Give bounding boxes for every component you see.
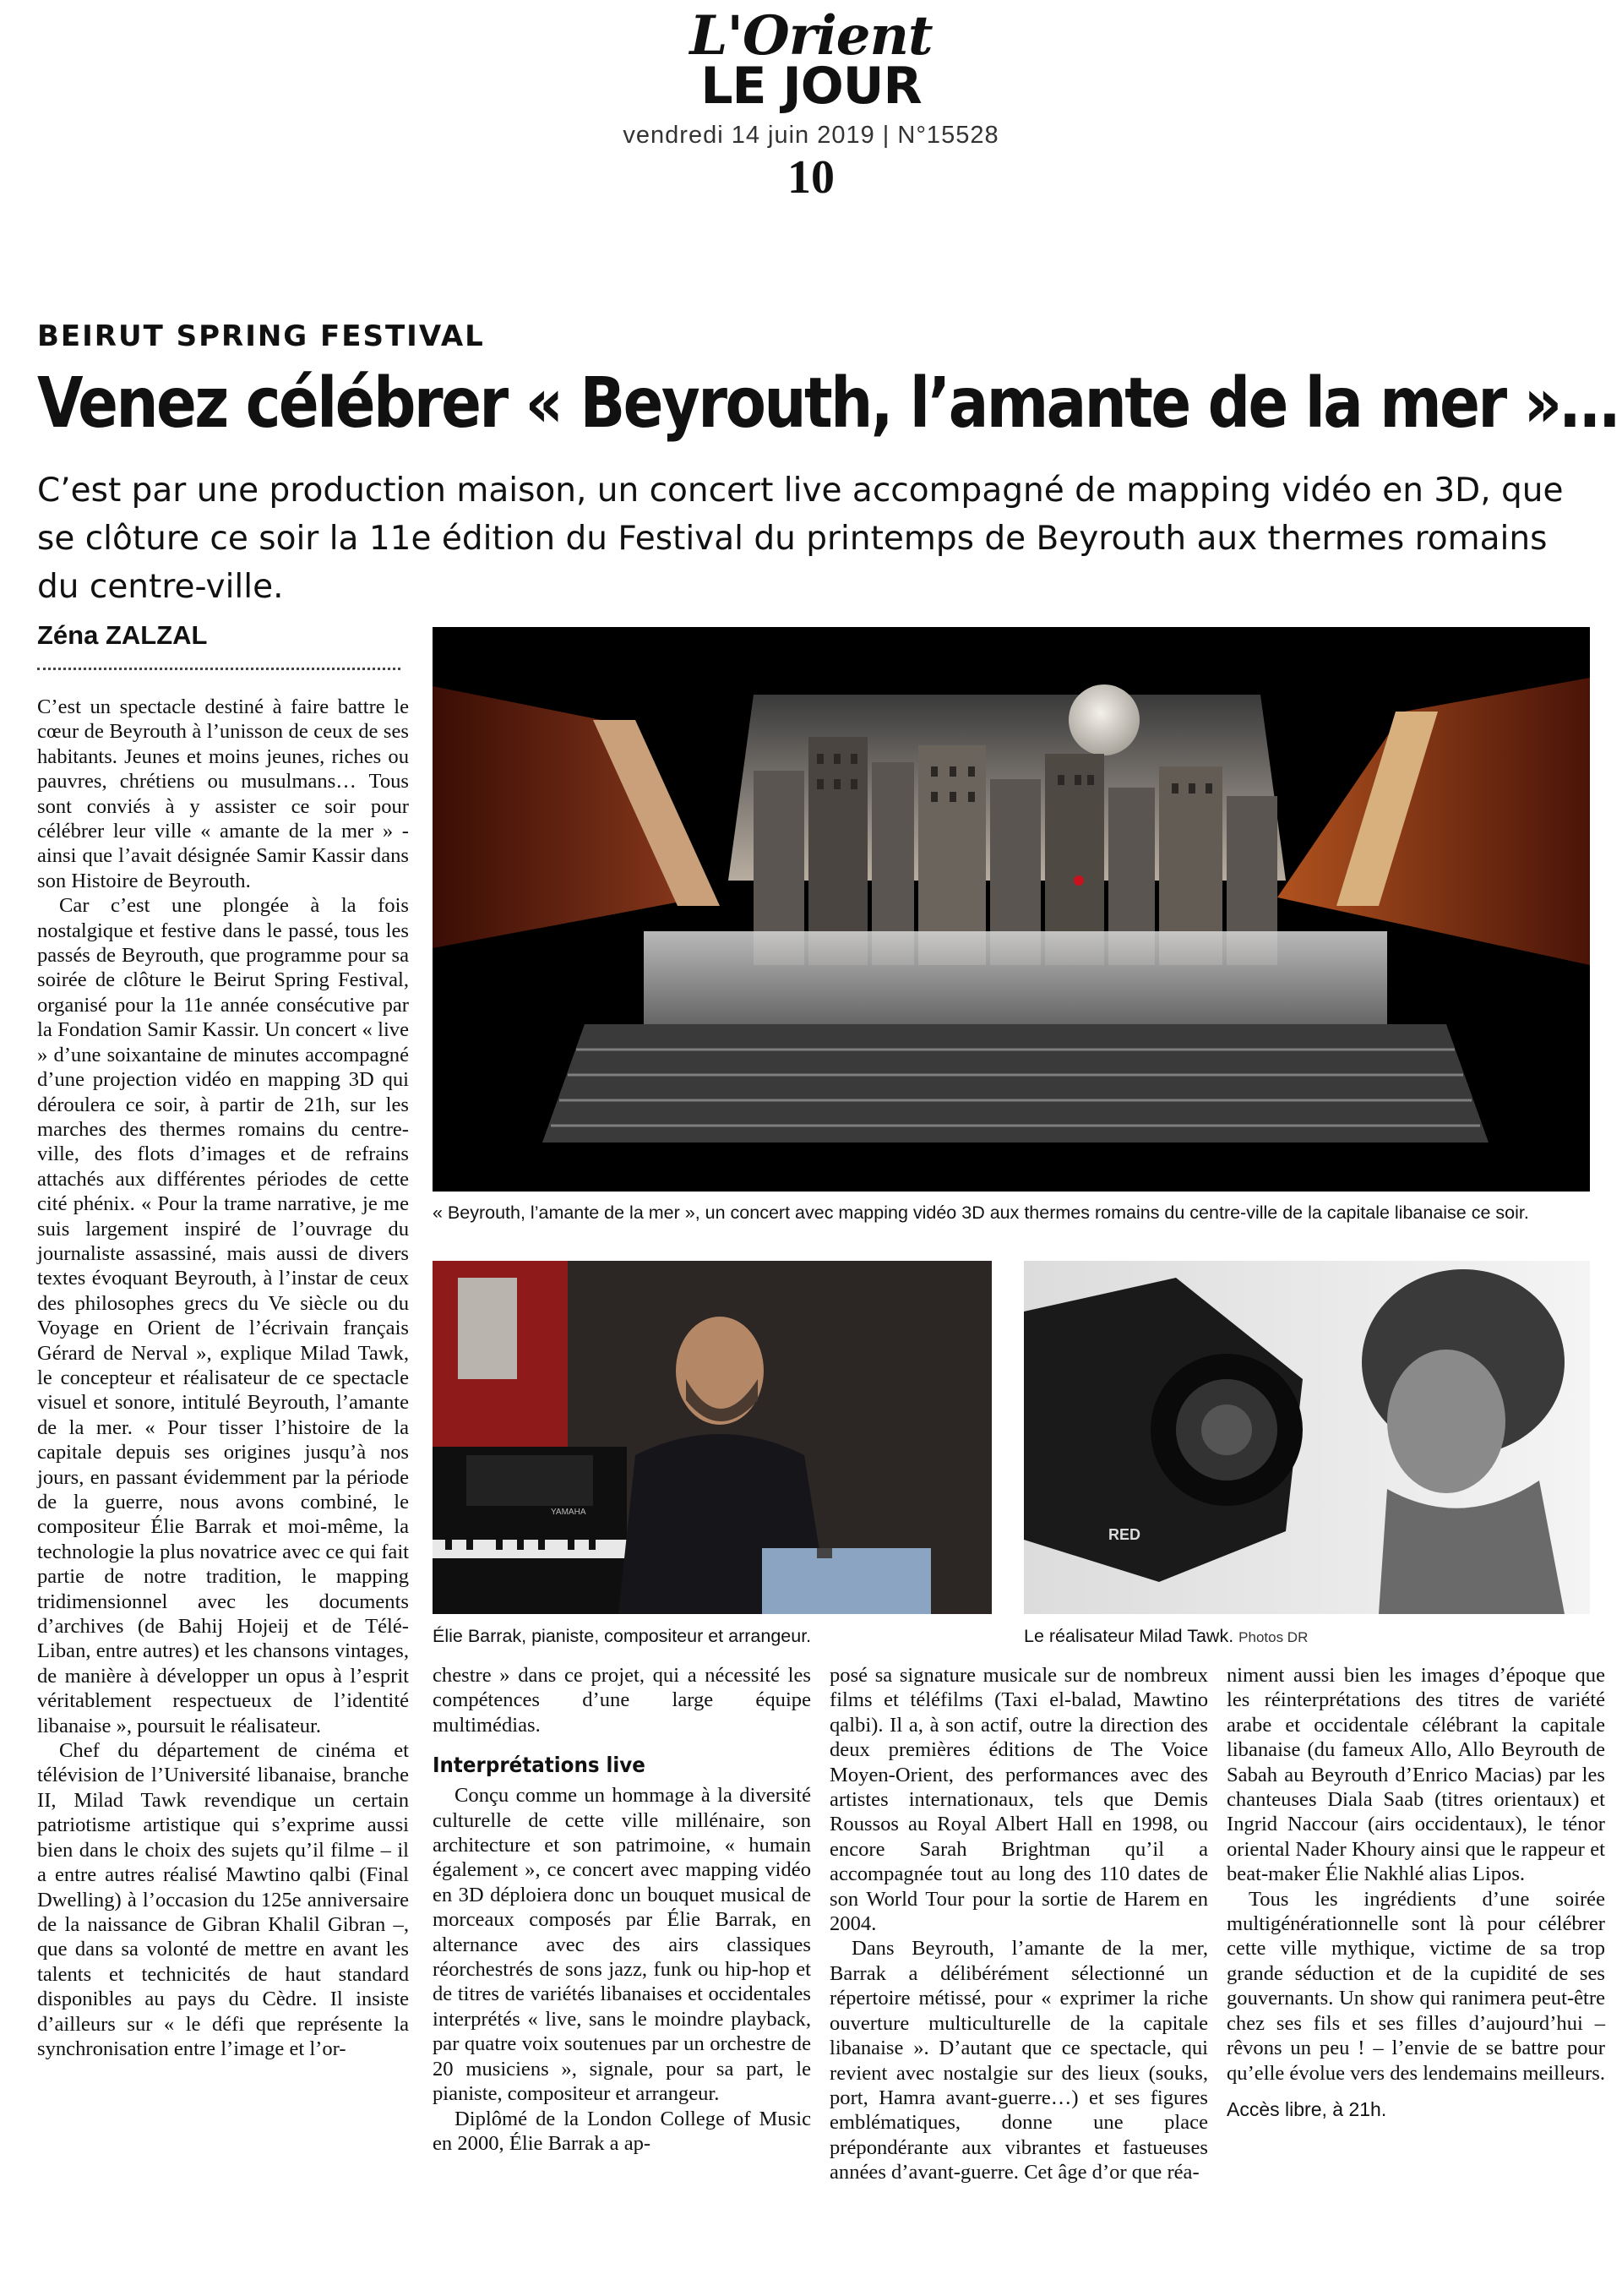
byline-divider xyxy=(37,668,400,670)
director-photo xyxy=(1024,1261,1590,1614)
piano-keys xyxy=(433,1540,627,1558)
person-jeans xyxy=(762,1548,931,1614)
music-stand xyxy=(466,1455,593,1506)
pianist-caption: Élie Barrak, pianiste, compositeur et arrangeur. xyxy=(433,1626,812,1646)
fog-layer xyxy=(644,931,1387,1033)
paragraph: Conçu comme un hommage à la diversité culturelle de cette ville millénaire, son architecture et son patrimoine, « humain également », ce concert avec mapping vidéo en 3D déploiera donc un bouquet musical de morceaux composés par Élie Barrak, en alternance avec des airs classiques réorchestrés de sons jazz, funk ou hip-hop et de titres de variétés libanaises et occidentales interprétés « live, sans le moindre playback, par quatre voix soutenues par un orchestre de 20 musiciens », signale, pour sa part, le pianiste, compositeur et arrangeur. xyxy=(433,1784,811,2106)
newspaper-logo-line1: L'Orient xyxy=(689,4,933,68)
subheading: Interprétations live xyxy=(433,1753,645,1778)
paragraph: chestre » dans ce projet, qui a nécessité les compétences d’une large équipe multimédias. xyxy=(433,1664,811,1737)
person-head xyxy=(676,1317,764,1425)
pianist-illustration xyxy=(433,1261,992,1614)
main-photo-caption: « Beyrouth, l’amante de la mer », un concert avec mapping vidéo 3D aux thermes romains du centre-ville de la capitale libanaise ce soir. xyxy=(433,1203,1529,1223)
paragraph: Diplômé de la London College of Music en 2000, Élie Barrak a ap- xyxy=(433,2107,811,2155)
stage-mapping-photo xyxy=(433,627,1590,1192)
paragraph: Dans Beyrouth, l’amante de la mer, Barrak a délibérément sélectionné un répertoire métissé, pour « exprimer la riche ouverture multiculturelle de la capitale libanaise ». D’autant que ce spectacle, qui revient avec nostalgie sur des lieux (souks, port, Hamra avant-guerre…) et ses figures emblématiques, donne une place prépondérante aux vibrantes et fastueuses années d’avant-guerre. Cet âge d’or que réa- xyxy=(830,1937,1208,2184)
article-column-4 xyxy=(1227,1663,1605,2122)
moon-icon xyxy=(1069,684,1140,755)
paragraph: Chef du département de cinéma et télévision de l’Université libanaise, branche II, Milad Tawk revendique un certain patriotisme artistique qui s’exprime aussi bien dans le choix des sujets qu’il filme – il a entre autres réalisé Mawtino qalbi (Final Dwelling) à l’occasion du 125e anniversaire de la naissance de Gibran Khalil Gibran –, que dans sa volonté de mettre en avant les talents et technicités de haut standard disponibles au pays du Cèdre. Il insiste d’ailleurs sur « le défi que représente la synchronisation entre l’image et l’or- xyxy=(37,1739,409,2060)
director-illustration xyxy=(1024,1261,1590,1614)
pianist-photo xyxy=(433,1261,992,1614)
article-column-3 xyxy=(830,1663,1208,2185)
red-flower xyxy=(1074,875,1084,886)
page-number: 10 xyxy=(787,151,835,204)
window-light xyxy=(458,1278,517,1379)
paragraph: posé sa signature musicale sur de nombreux films et téléfilms (Taxi el-balad, Mawtino qalbi). Il a, à son actif, outre la direction des deux premières éditions de The Voice Moyen-Orient, des performances avec des artistes internationaux, tels que Demis Roussos au Royal Albert Hall en 1998, ou encore Sarah Brightman qu’il a accompagnée tout au long des 110 dates de son World Tour pour la sortie de Harem en 2004. xyxy=(830,1664,1208,1936)
piano-black-keys xyxy=(445,1540,596,1550)
lens-glass xyxy=(1201,1404,1252,1455)
issue-dateline: vendredi 14 juin 2019 | N°15528 xyxy=(623,122,999,149)
newspaper-logo-line2: LE JOUR xyxy=(700,57,922,116)
piano-brand: YAMAHA xyxy=(551,1508,586,1517)
paragraph: Tous les ingrédients d’une soirée multigénérationnelle sont là pour célébrer cette ville mythique, victime de sa trop grande séduction et de la cupidité de ses gouvernants. Un show qui ranimera peut-être chez ses fils et ses filles d’aujourd’hui – rêvons un peu ! – l’envie de se battre pour qu’elle évolue vers des lendemains meilleurs. xyxy=(1227,1887,1606,2085)
section-kicker: BEIRUT SPRING FESTIVAL xyxy=(37,319,485,353)
stage-mapping-illustration xyxy=(433,627,1590,1192)
wristwatch xyxy=(817,1548,832,1558)
director-caption-text: Le réalisateur Milad Tawk. xyxy=(1024,1626,1234,1646)
event-info-note: Accès libre, à 21h. xyxy=(1227,2097,1387,2120)
article-column-2 xyxy=(433,1663,811,2156)
article-column-1 xyxy=(37,695,409,2061)
paragraph: Car c’est une plongée à la fois nostalgique et festive dans le passé, tous les passés de Beyrouth, que programme pour sa soirée de clôture le Beirut Spring Festival, organisé pour la 11e année consécutive par la Fondation Samir Kassir. Un concert « live » d’une soixantaine de minutes accompagné d’une projection vidéo en mapping 3D qui déroulera ce soir, à partir de 21h, sur les marches des thermes romains du centre-ville, des flots d’images et de refrains attachés aux différentes périodes de cette cité phénix. « Pour la trame narrative, je me suis largement inspiré de l’ouvrage du journaliste assassiné, mais aussi de divers textes évoquant Beyrouth, à l’instar de ceux des philosophes grecs du Ve siècle ou du Voyage en Orient de l’écrivain français Gérard de Nerval », explique Milad Tawk, le concepteur et réalisateur de ce spectacle visuel et sonore, intitulé Beyrouth, l’amante de la mer. « Pour tisser l’histoire de la capitale depuis ses origines jusqu’à nos jours, en passant évidemment par la période de la guerre, nous avons combiné, le compositeur Élie Barrak et moi-même, la technologie la plus novatrice avec ce qui fait partie de notre tradition, le mapping tridimensionnel avec les documents d’archives (de Bahij Hojeij et de Télé-Liban, entre autres) et les chansons vintages, de manière à développer un opus à l’esprit véritablement respectueux de l’identité libanaise », poursuit le réalisateur. xyxy=(37,894,409,1737)
paragraph: niment aussi bien les images d’époque que les réinterprétations des titres de variété arabe et occidentale célébrant la capitale libanaise (du fameux Allo, Allo Beyrouth de Sabah au Beyrouth d’Enrico Macias) par les chanteuses Diala Saab (titres orientaux) et Ingrid Naccour (airs occidentaux), le ténor oriental Nader Khoury ainsi que le rappeur et beat-maker Élie Nakhlé alias Lipos. xyxy=(1227,1664,1605,1886)
director-caption xyxy=(1024,1625,1590,1649)
photo-credit: Photos DR xyxy=(1238,1629,1309,1645)
paragraph: C’est un spectacle destiné à faire battre le cœur de Beyrouth à l’unisson de ceux de ses habitants. Jeunes et moins jeunes, riches ou pauvres, chrétiens ou musulmans… Tous sont conviés à y assister ce soir pour célébrer leur ville « amante de la mer » - ainsi que l’avait désignée Samir Kassir dans son Histoire de Beyrouth. xyxy=(37,695,409,892)
camera-brand: RED xyxy=(1108,1526,1141,1543)
director-face xyxy=(1387,1350,1505,1493)
masthead xyxy=(0,4,1622,204)
byline: Zéna ZALZAL xyxy=(37,620,208,650)
article-standfirst: C’est par une production maison, un concert live accompagné de mapping vidéo en 3D, que se clôture ce soir la 11e édition du Festival du printemps de Beyrouth aux thermes romains du centre-ville. xyxy=(37,472,1564,606)
article-headline: Venez célébrer « Beyrouth, l’amante de la mer »… xyxy=(37,363,1618,444)
